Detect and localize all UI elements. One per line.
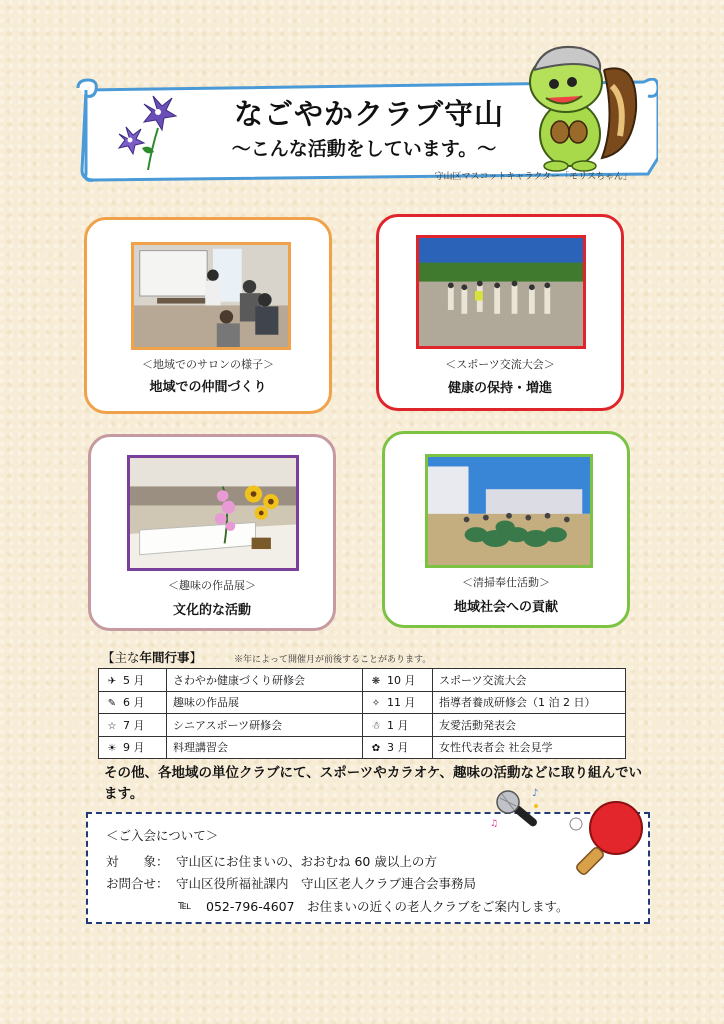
target-value: 守山区にお住まいの、おおむね 60 歳以上の方 bbox=[176, 854, 437, 869]
ping-pong-paddle-icon bbox=[566, 798, 650, 878]
cleanup-photo bbox=[425, 454, 593, 568]
activity-card-exhibition bbox=[88, 434, 336, 631]
sports-caption: ＜スポーツ交流大会＞ bbox=[445, 358, 555, 371]
activity-card-sports bbox=[376, 214, 624, 411]
svg-text:♪: ♪ bbox=[532, 788, 539, 799]
membership-heading: ＜ご入会について＞ bbox=[106, 828, 219, 843]
target-label: 対 象： bbox=[106, 854, 169, 869]
table-row: ✎ 6 月 趣味の作品展 ✧ 11 月 指導者養成研修会（1 泊 2 日） bbox=[99, 691, 626, 714]
table-row: ✈ 5 月 さわやか健康づくり研修会 ❋ 10 月 スポーツ交流大会 bbox=[99, 669, 626, 692]
salon-photo bbox=[131, 242, 291, 350]
microphone-icon bbox=[488, 782, 552, 844]
sports-title: 健康の保持・増進 bbox=[447, 381, 552, 396]
squirrel-mascot-icon bbox=[520, 40, 640, 172]
salon-caption: ＜地域でのサロンの様子＞ bbox=[142, 358, 274, 371]
airplane-icon: ✈ bbox=[107, 675, 117, 687]
exhibition-photo bbox=[127, 455, 299, 571]
table-row: ☀ 9 月 料理講習会 ✿ 3 月 女性代表者会 社会見学 bbox=[99, 736, 626, 759]
tel-value: 052-796-4607 お住まいの近くの老人クラブをご案内します。 bbox=[206, 899, 569, 914]
schedule-table bbox=[98, 668, 626, 759]
bellflower-icon bbox=[112, 92, 182, 172]
schedule-heading: 【主な年間行事】 bbox=[102, 650, 203, 665]
page-subtitle: ～こんな活動をしています。～ bbox=[231, 138, 497, 160]
sparkle-icon: ✧ bbox=[371, 698, 381, 710]
blossom-icon: ✿ bbox=[371, 743, 381, 755]
contact-value: 守山区役所福祉課内 守山区老人クラブ連合会事務局 bbox=[176, 876, 477, 891]
schedule-note: ※年によって開催月が前後することがあります。 bbox=[234, 655, 432, 665]
exhibition-caption: ＜趣味の作品展＞ bbox=[168, 579, 256, 592]
salon-title: 地域での仲間づくり bbox=[149, 380, 267, 395]
sun-icon: ☀ bbox=[107, 743, 117, 755]
contact-label: お問合せ： bbox=[106, 876, 169, 891]
other-activities-text: その他、各地域の単位クラブにて、スポーツやカラオケ、趣味の活動などに取り組んでいます。 bbox=[104, 765, 642, 802]
tel-label: ℡ bbox=[178, 897, 192, 912]
pencil-icon: ✎ bbox=[107, 698, 117, 710]
snowman-icon: ☃ bbox=[371, 720, 381, 732]
sports-photo bbox=[416, 235, 586, 349]
activity-card-salon bbox=[84, 217, 332, 414]
table-row: ☆ 7 月 シニアスポーツ研修会 ☃ 1 月 友愛活動発表会 bbox=[99, 714, 626, 737]
mascot-caption: 守山区マスコットキャラクター「モリスちゃん」 bbox=[434, 172, 632, 182]
svg-text:♫: ♫ bbox=[490, 819, 499, 829]
cleanup-caption: ＜清掃奉仕活動＞ bbox=[462, 576, 550, 589]
exhibition-title: 文化的な活動 bbox=[172, 603, 251, 618]
flower-icon: ❋ bbox=[371, 675, 381, 687]
page-title: なごやかクラブ守山 bbox=[233, 97, 504, 131]
cleanup-title: 地域社会への貢献 bbox=[453, 600, 558, 615]
star-icon: ☆ bbox=[107, 720, 117, 732]
activity-card-cleanup bbox=[382, 431, 630, 628]
